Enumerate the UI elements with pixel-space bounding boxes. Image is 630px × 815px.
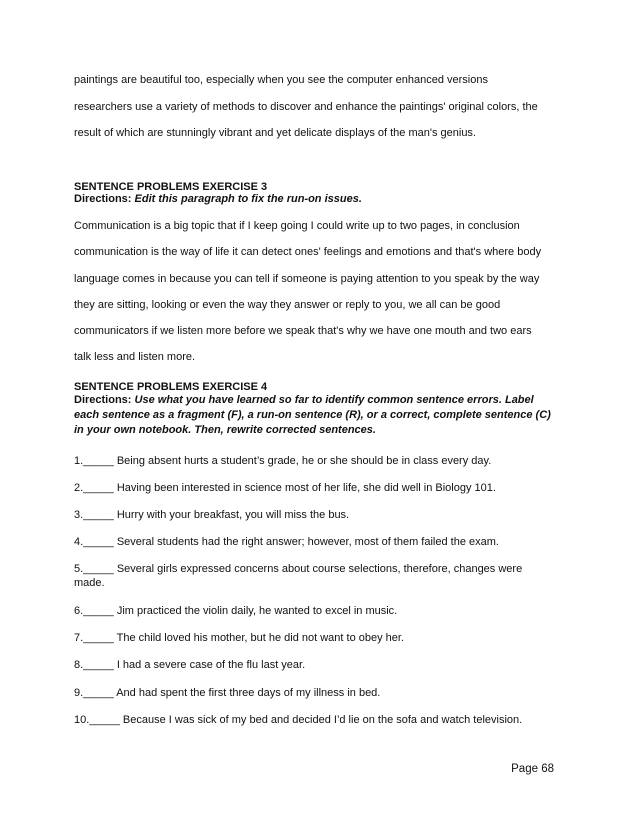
exercise4-directions — [74, 393, 554, 438]
exercise3-line-3: language comes in because you can tell if someone is paying attention to you speak by the way — [74, 273, 540, 285]
exercise4-item-8: 8._____ I had a severe case of the flu last year. — [74, 659, 306, 671]
exercise4-item-3: 3._____ Hurry with your breakfast, you will miss the bus. — [74, 509, 350, 521]
exercise4-item-4: 4._____ Several students had the right answer; however, most of them failed the exam. — [74, 536, 499, 548]
exercise4-title: SENTENCE PROBLEMS EXERCISE 4 — [74, 381, 268, 393]
page-number: Page 68 — [511, 763, 554, 775]
exercise4-directions-label: Directions: — [74, 394, 132, 406]
exercise4-directions-text: Use what you have learned so far to identify common sentence errors. Label each sentence as a fragment (F), a run-on sentence (R), or a correct, complete sentence (C) in your own notebook. Then, rewrite corrected sentences. — [74, 394, 551, 436]
exercise3-directions-label: Directions: — [74, 193, 132, 205]
intro-line-3: result of which are stunningly vibrant and yet delicate displays of the man's genius. — [74, 127, 476, 139]
exercise3-line-2: communication is the way of life it can detect ones' feelings and emotions and that's where body — [74, 246, 542, 258]
exercise3-directions — [74, 192, 554, 207]
exercise3-line-5: communicators if we listen more before we speak that's why we have one mouth and two ears — [74, 325, 532, 337]
exercise4-item-10: 10._____ Because I was sick of my bed and decided I’d lie on the sofa and watch television. — [74, 714, 523, 726]
exercise4-item-1: 1._____ Being absent hurts a student’s grade, he or she should be in class every day. — [74, 455, 492, 467]
intro-line-2: researchers use a variety of methods to discover and enhance the paintings' original colors, the — [74, 101, 538, 113]
exercise4-item-7: 7._____ The child loved his mother, but he did not want to obey her. — [74, 632, 405, 644]
exercise3-line-6: talk less and listen more. — [74, 351, 196, 363]
exercise3-directions-text: Edit this paragraph to fix the run-on issues. — [134, 193, 362, 205]
exercise4-item-9: 9._____ And had spent the first three days of my illness in bed. — [74, 687, 381, 699]
exercise4-item-2: 2._____ Having been interested in science most of her life, she did well in Biology 101. — [74, 482, 496, 494]
exercise4-item-5: 5._____ Several girls expressed concerns about course selections, therefore, changes were made. — [74, 563, 523, 589]
exercise3-title: SENTENCE PROBLEMS EXERCISE 3 — [74, 181, 268, 193]
exercise3-line-4: they are sitting, looking or even the way they answer or reply to you, we all can be good — [74, 299, 501, 311]
intro-line-1: paintings are beautiful too, especially when you see the computer enhanced versions — [74, 74, 488, 86]
exercise3-line-1: Communication is a big topic that if I keep going I could write up to two pages, in conclusion — [74, 220, 520, 232]
exercise4-item-6: 6._____ Jim practiced the violin daily, he wanted to excel in music. — [74, 605, 398, 617]
